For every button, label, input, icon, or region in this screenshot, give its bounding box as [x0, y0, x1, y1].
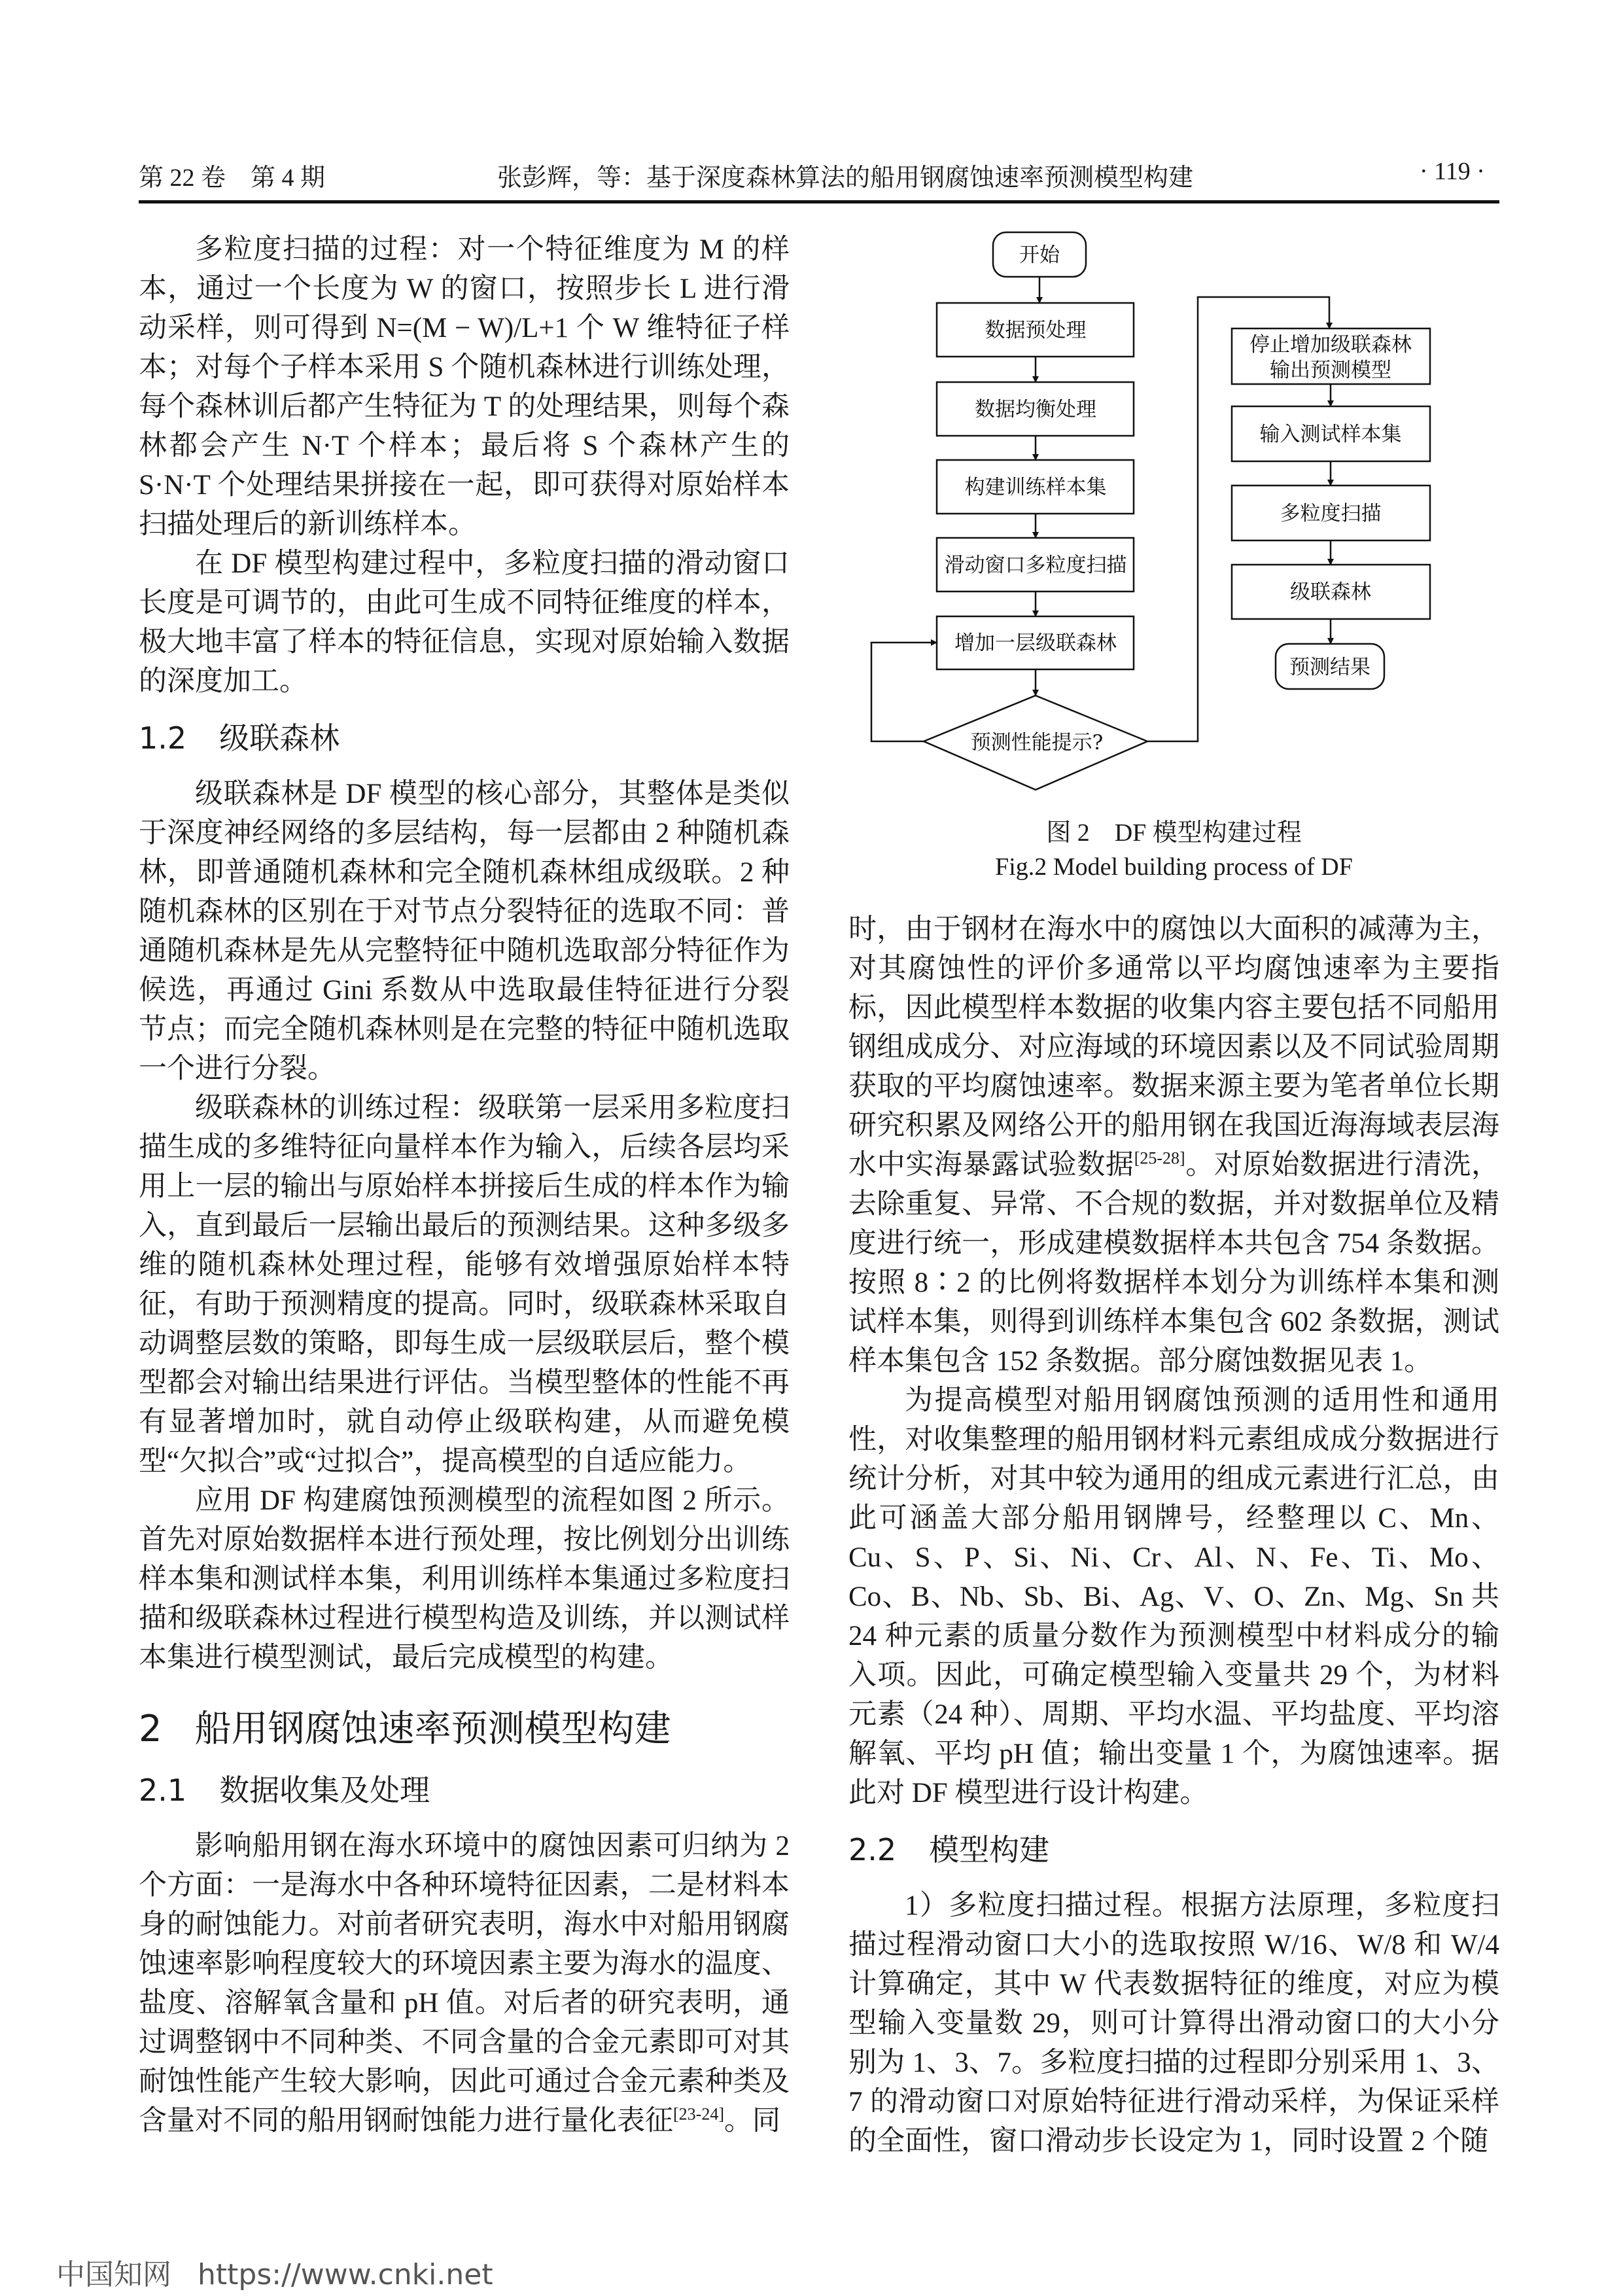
start-label: 开始	[1019, 243, 1060, 267]
step-label: 构建训练样本集	[964, 476, 1107, 499]
step-label: 数据均衡处理	[975, 398, 1096, 421]
step-label: 增加一层级联森林	[954, 631, 1117, 655]
step-label: 级联森林	[1290, 580, 1371, 604]
section-number: 2.1	[139, 1773, 187, 1808]
paragraph: 多粒度扫描的过程：对一个特征维度为 M 的样本，通过一个长度为 W 的窗口，按照步长 L 进行滑动采样，则可得到 N=(M − W)/L+1 个 W 维特征子样本；对每个子样本采用 S 个随机森林进行训练处理，每个森林训后都产生特征为 T 的处理结果，则每个森林都会产生 N·T 个样本；最后将 S 个森林产生的 S·N·T 个处理结果拼接在一起，即可获得对原始样本扫描处理后的新训练样本。	[139, 234, 790, 540]
section-title: 级联森林	[219, 720, 340, 756]
paragraph: 应用 DF 构建腐蚀预测模型的流程如图 2 所示。首先对原始数据样本进行预处理，按比例划分出训练样本集和测试样本集，利用训练样本集通过多粒度扫描和级联森林过程进行模型构造及训练，并以测试样本集进行模型测试，最后完成模型的构建。	[139, 1485, 790, 1673]
paragraph	[848, 910, 1499, 1381]
section-title: 船用钢腐蚀速率预测模型构建	[194, 1708, 671, 1750]
paragraph	[139, 1827, 790, 2141]
section-number: 2	[139, 1708, 162, 1750]
decision-label: 预测性能提示?	[970, 731, 1104, 754]
citation: [23-24]	[673, 2104, 724, 2124]
watermark-footer	[56, 2251, 519, 2293]
step-label: 滑动窗口多粒度扫描	[944, 554, 1127, 577]
flowchart	[0, 0, 1623, 811]
paragraph-text: 影响船用钢在海水环境中的腐蚀因素可归纳为 2 个方面：一是海水中各种环境特征因素，二是材料本身的耐蚀能力。对前者研究表明，海水中对船用钢腐蚀速率影响程度较大的环境因素主要为海水的温度、盐度、溶解氧含量和 pH 值。对后者的研究表明，通过调整钢中不同种类、不同含量的合金元素即可对其耐蚀性能产生较大影响，因此可通过合金元素种类及含量对不同的船用钢耐蚀能力进行量化表征	[139, 1831, 790, 2136]
step-label: 数据预处理	[985, 319, 1087, 342]
paragraph: 为提高模型对船用钢腐蚀预测的适用性和通用性，对收集整理的船用钢材料元素组成成分数据进行统计分析，对其中较为通用的组成元素进行汇总，由此可涵盖大部分船用钢牌号，经整理以 C、Mn、Cu、S、P、Si、Ni、Cr、Al、N、Fe、Ti、Mo、Co、B、Nb、Sb、Bi、Ag、V、O、Zn、Mg、Sn 共 24 种元素的质量分数作为预测模型中材料成分的输入项。因此，可确定模型输入变量共 29 个，为材料元素（24 种）、周期、平均水温、平均盐度、平均溶解氧、平均 pH 值；输出变量 1 个，为腐蚀速率。据此对 DF 模型进行设计构建。	[848, 1385, 1499, 1809]
cnki-brand: 中国知网	[56, 2258, 171, 2291]
section-title: 数据收集及处理	[219, 1773, 430, 1808]
page-number: · 119 ·	[1420, 158, 1485, 185]
paragraph-text: 。同	[724, 2106, 780, 2136]
journal-issue: 第 22 卷 第 4 期	[139, 164, 326, 192]
running-title: 张彭辉，等：基于深度森林算法的船用钢腐蚀速率预测模型构建	[497, 164, 1194, 192]
paragraph: 级联森林的训练过程：级联第一层采用多粒度扫描生成的多维特征向量样本作为输入，后续各层均采用上一层的输出与原始样本拼接后生成的样本作为输入，直到最后一层输出最后的预测结果。这种多级多维的随机森林处理过程，能够有效增强原始样本特征，有助于预测精度的提高。同时，级联森林采取自动调整层数的策略，即每生成一层级联层后，整个模型都会对输出结果进行评估。当模型整体的性能不再有显著增加时，就自动停止级联构建，从而避免模型“欠拟合”或“过拟合”，提高模型的自适应能力。	[139, 1093, 790, 1477]
paragraph: 在 DF 模型构建过程中，多粒度扫描的滑动窗口长度是可调节的，由此可生成不同特征维度的样本，极大地丰富了样本的特征信息，实现对原始输入数据的深度加工。	[139, 548, 790, 697]
end-label: 预测结果	[1289, 656, 1370, 679]
section-number: 1.2	[139, 720, 187, 756]
figure-caption-cn: 图 2 DF 模型构建过程	[1046, 819, 1302, 847]
step-label: 输出预测模型	[1270, 359, 1391, 382]
section-heading-2-2	[848, 1830, 1499, 1869]
right-column	[848, 910, 1499, 2161]
section-number: 2.2	[848, 1832, 897, 1867]
citation: [25-28]	[1134, 1148, 1185, 1168]
paragraph-text: 时，由于钢材在海水中的腐蚀以大面积的减薄为主，对其腐蚀性的评价多通常以平均腐蚀速率为主要指标，因此模型样本数据的收集内容主要包括不同船用钢组成成分、对应海域的环境因素以及不同试验周期获取的平均腐蚀速率。数据来源主要为笔者单位长期研究积累及网络公开的船用钢在我国近海海域表层海水中实海暴露试验数据	[848, 914, 1499, 1180]
step-label: 停止增加级联森林	[1249, 333, 1412, 357]
step-label: 输入测试样本集	[1259, 423, 1402, 446]
section-heading-2-1	[139, 1771, 790, 1810]
paragraph: 级联森林是 DF 模型的核心部分，其整体是类似于深度神经网络的多层结构，每一层都由 2 种随机森林，即普通随机森林和完全随机森林组成级联。2 种随机森林的区别在于对节点分裂特征的选取不同：普通随机森林是先从完整特征中随机选取部分特征作为候选，再通过 Gini 系数从中选取最佳特征进行分裂节点；而完全随机森林则是在完整的特征中随机选取一个进行分裂。	[139, 779, 790, 1084]
cnki-url[interactable]: https://www.cnki.net	[198, 2258, 493, 2291]
paragraph: 1）多粒度扫描过程。根据方法原理，多粒度扫描过程滑动窗口大小的选取按照 W/16、W/8 和 W/4 计算确定，其中 W 代表数据特征的维度，对应为模型输入变量数 29，则可计算得出滑动窗口的大小分别为 1、3、7。多粒度扫描的过程即分别采用 1、3、7 的滑动窗口对原始特征进行滑动采样，为保证采样的全面性，窗口滑动步长设定为 1，同时设置 2 个随	[848, 1890, 1499, 2157]
section-heading-2	[139, 1706, 790, 1752]
paragraph-text: 。对原始数据进行清洗，去除重复、异常、不合规的数据，并对数据单位及精度进行统一，形成建模数据样本共包含 754 条数据。按照 8∶2 的比例将数据样本划分为训练样本集和测试样本集，则得到训练样本集包含 602 条数据，测试样本集包含 152 条数据。部分腐蚀数据见表 1。	[848, 1150, 1500, 1377]
section-title: 模型构建	[929, 1832, 1050, 1867]
figure-caption-en: Fig.2 Model building process of DF	[995, 853, 1353, 881]
step-label: 多粒度扫描	[1280, 502, 1382, 525]
